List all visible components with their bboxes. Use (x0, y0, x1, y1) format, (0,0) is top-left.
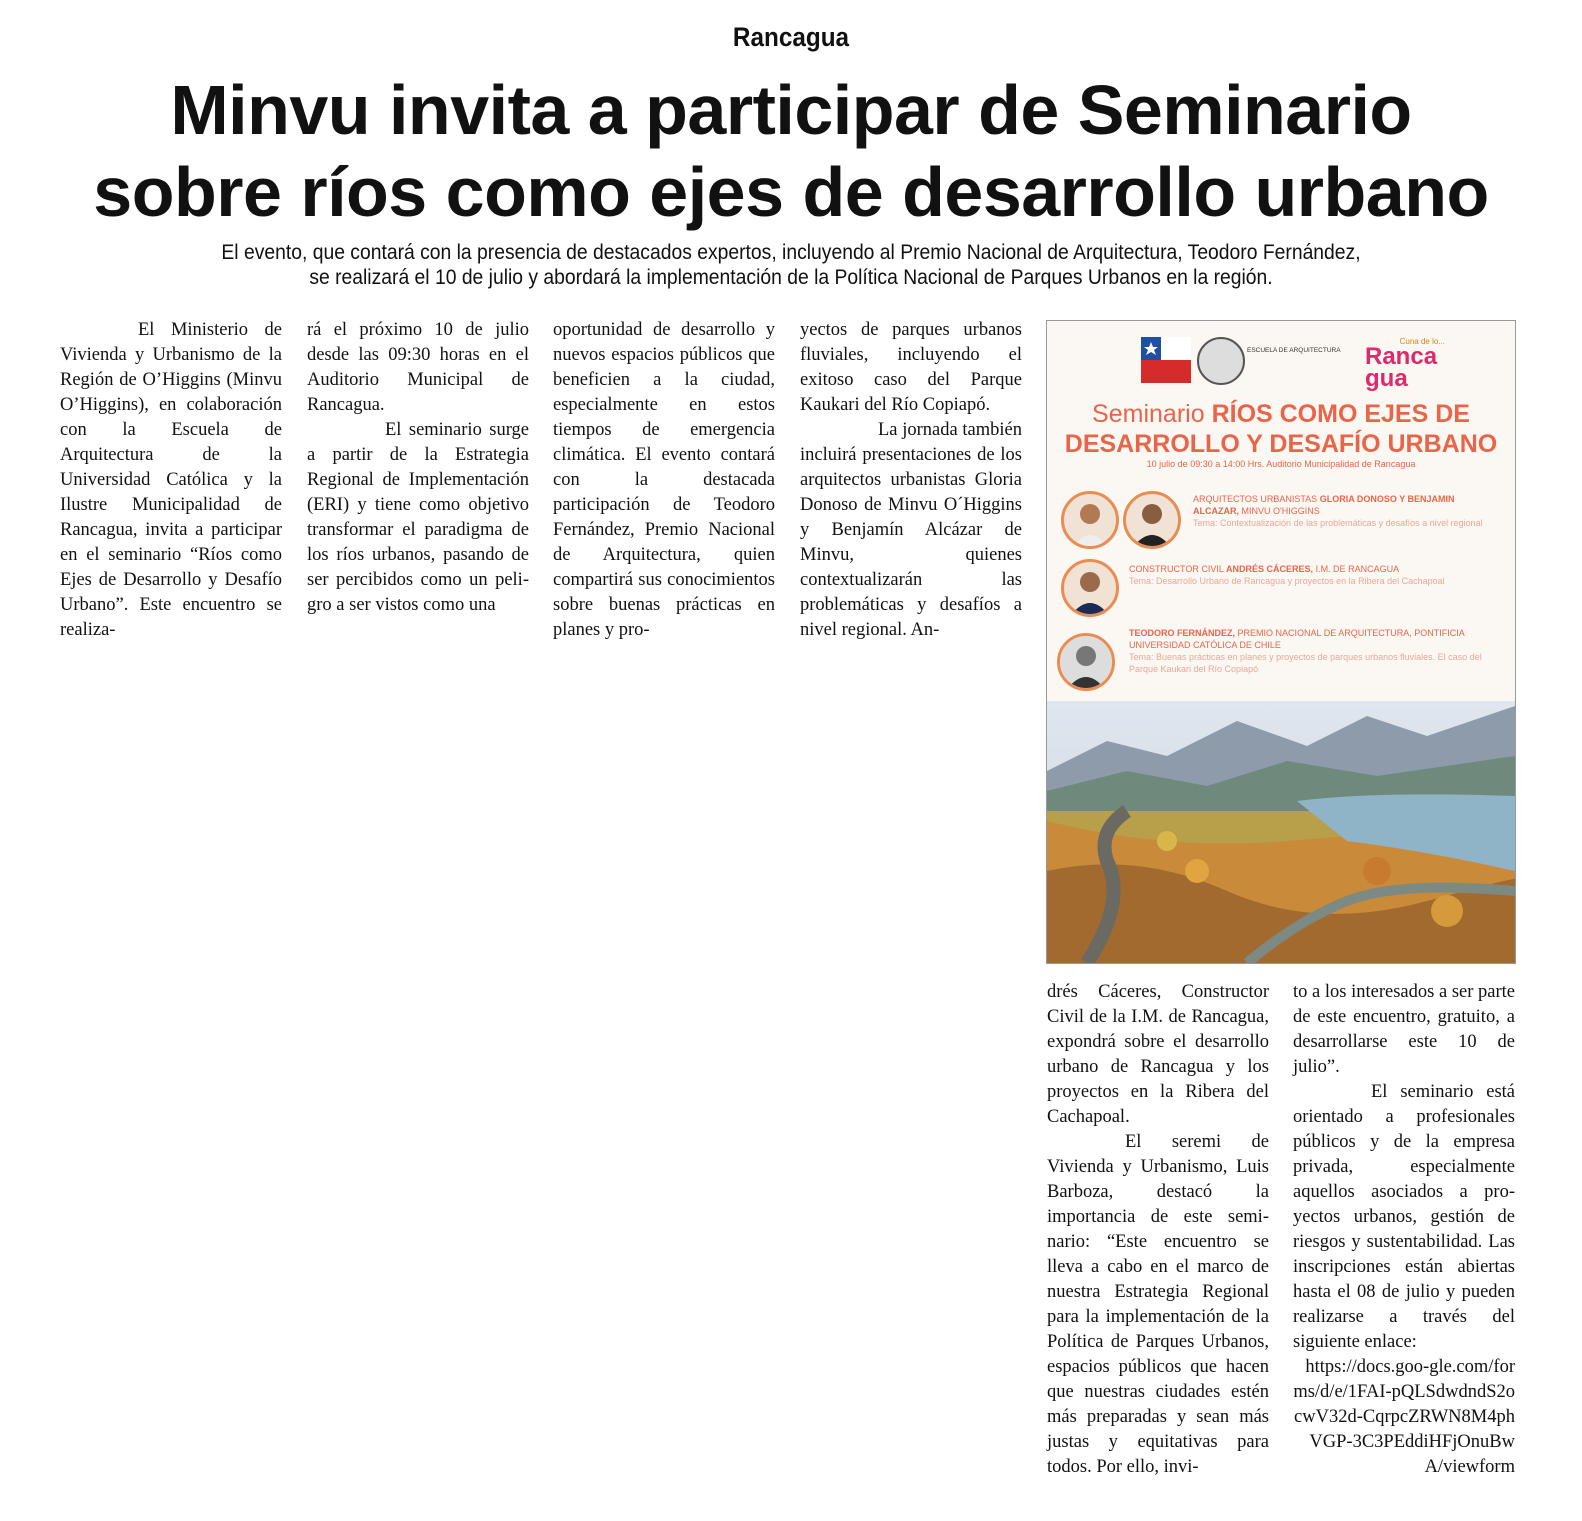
subheadline-line-1: El evento, que contará con la presencia de destacados expertos, incluyendo al Premio Nacional de Arquitectura, Teodoro Fernández, (221, 241, 1361, 264)
paragraph: to a los interesados a ser parte de este encuentro, gratuito, a desarrollarse este 10 de julio”. (1293, 982, 1515, 1077)
paragraph: drés Cáceres, Constructor Civil de la I.M. de Rancagua, expondrá sobre el desarrollo urbano de Rancagua y los proyectos en la Ribera del Cachapoal. (1047, 982, 1269, 1127)
poster-date: 10 julio de 09:30 a 14:00 Hrs. Auditorio Municipalidad de Rancagua (1146, 459, 1416, 469)
speaker-block-2: CONSTRUCTOR CIVIL ANDRÉS CÁCERES, I.M. DE RANCAGUA Tema: Desarrollo Urbano de Rancagua y proyectos en la Ribera del Cachapoal (1129, 564, 1445, 586)
paragraph: El seremi de Vivienda y Urbanismo, Luis Barboza, destacó la importancia de este seminario: “Este encuentro se lleva a cabo en el marco de nuestra Estrategia Regional para la implementación de la Política de Parques Urbanos, espacios públicos que hacen que nuestras ciudades estén más preparadas y sean más justas y equitativas para todos. Por ello, invi- (1047, 1132, 1269, 1477)
paragraph: oportunidad de desarrollo y nuevos espacios públicos que beneficien a la ciudad, especialmente en estos tiempos de emergencia climática. El evento contará con la destacada participación de Teodoro Fernández, Premio Nacional de Arquitectura, quien compartirá sus conocimientos sobre buenas prácticas en planes y pro- (553, 320, 775, 640)
university-seal-icon (1197, 337, 1245, 385)
speaker-block-3: TEODORO FERNÁNDEZ, PREMIO NACIONAL DE ARQUITECTURA, PONTIFICIA UNIVERSIDAD CATÓLICA DE CHILE Tema: Buenas prácticas en planes y proyectos de parques urbanos fluviales. El caso del Parque Kaukari del Río Copiapó (1129, 628, 1482, 674)
chile-government-logo (1141, 337, 1191, 383)
rancagua-logo (1365, 337, 1445, 392)
section-label: Rancagua (732, 22, 850, 52)
escuela-logo-text: ESCUELA DE ARQUITECTURA (1247, 347, 1341, 354)
article-column-1 (60, 318, 282, 643)
headline-line-1: Minvu invita a participar de Seminario (170, 71, 1412, 149)
registration-link[interactable]: https://docs.goo-gle.com/forms/d/e/1FAI-pQLSdwdndS2ocwV32d-CqrpcZRWN8M4phVGP-3C3PEddiHFjOnuBwA/viewform (1293, 1357, 1515, 1477)
speaker-avatar-benjamin (1123, 491, 1181, 549)
article-column-6 (1293, 980, 1515, 1480)
speaker-avatar-teodoro (1057, 633, 1115, 691)
poster-title-line-2: DESARROLLO Y DESAFÍO URBANO (1064, 430, 1498, 458)
speaker-avatar-gloria (1061, 491, 1119, 549)
paragraph: El seminario está orientado a profesionales públicos y de la empresa privada, especialmente aquellos asociados a proyectos urbanos, gestión de riesgos y sustentabilidad. Las inscripciones están abiertas hasta el 08 de julio y pueden realizarse a través del siguiente enlace: (1293, 1082, 1515, 1352)
rancagua-logo-word: Ranca gua (1365, 343, 1438, 392)
paragraph: rá el próximo 10 de julio desde las 09:30 horas en el Auditorio Municipal de Rancagua. (307, 320, 529, 415)
article-column-5 (1047, 980, 1269, 1480)
poster-title-line-1: Seminario RÍOS COMO EJES DE (1092, 400, 1470, 428)
article-column-4 (800, 318, 1022, 643)
poster-logos (1047, 335, 1515, 392)
speaker-block-1: ARQUITECTOS URBANISTAS GLORIA DONOSO Y BENJAMIN ALCAZAR, MINVU O'HIGGINS Tema: Contextualización de las problemáticas y desafíos a nivel regional (1193, 494, 1483, 528)
river-park-illustration (1047, 701, 1515, 963)
subheadline-line-2: se realizará el 10 de julio y abordará la implementación de la Política Nacional de Parques Urbanos en la región. (309, 266, 1273, 289)
article-column-2 (307, 318, 529, 618)
paragraph: El Ministerio de Vivienda y Urbanismo de la Región de O’Higgins (Minvu O’Higgins), en colaboración con la Escuela de Arquitectura de la Universidad Católica y la Ilustre Municipalidad de Rancagua, invita a participar en el seminario “Ríos como Ejes de Desarrollo y Desafío Urbano”. Este encuentro se realiza- (60, 320, 282, 640)
headline-line-2: sobre ríos como ejes de desarrollo urbano (93, 153, 1489, 231)
article-column-3 (553, 318, 775, 643)
paragraph: La jornada también incluirá presentaciones de los arquitectos urbanistas Gloria Donoso de Minvu O´Higgins y Benjamín Alcázar de Minvu, quienes contextualizarán las problemáticas y desafíos a nivel regional. An- (800, 420, 1022, 640)
paragraph: El seminario surge a partir de la Estrategia Regional de Implementación (ERI) y tiene como objetivo transformar el paradigma de los ríos urbanos, pasando de ser percibidos como un peligro a ser vistos como una (307, 420, 529, 615)
rancagua-logo-tagline: Cuna de lo... (1399, 337, 1445, 346)
paragraph: yectos de parques urbanos fluviales, incluyendo el exitoso caso del Parque Kaukari del Río Copiapó. (800, 320, 1022, 415)
subheadline (0, 240, 1582, 290)
seminar-poster (1046, 320, 1516, 964)
speaker-avatar-andres (1061, 559, 1119, 617)
